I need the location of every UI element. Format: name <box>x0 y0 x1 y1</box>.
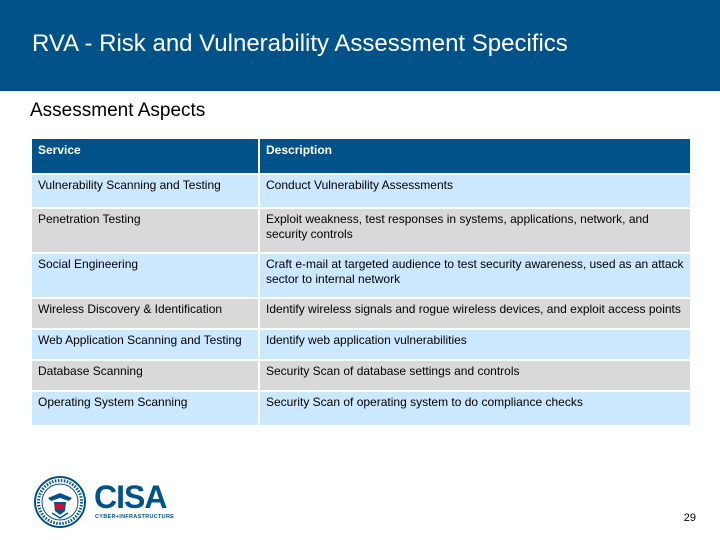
service-cell: Wireless Discovery & Identification <box>31 298 259 329</box>
description-cell: Security Scan of database settings and controls <box>259 360 691 391</box>
dhs-seal-icon <box>34 476 86 528</box>
cisa-wordmark: CISA <box>94 479 167 515</box>
description-cell: Identify wireless signals and rogue wireless devices, and exploit access points <box>259 298 691 329</box>
table-row <box>31 298 691 329</box>
service-cell: Database Scanning <box>31 360 259 391</box>
cisa-tagline: CYBER+INFRASTRUCTURE <box>95 514 175 520</box>
service-cell: Operating System Scanning <box>31 391 259 426</box>
description-cell: Exploit weakness, test responses in systems, applications, network, and security controls <box>259 208 691 253</box>
service-cell: Penetration Testing <box>31 208 259 253</box>
table-row <box>31 208 691 253</box>
table-row <box>31 174 691 208</box>
service-cell: Social Engineering <box>31 253 259 298</box>
table-row <box>31 253 691 298</box>
description-cell: Craft e-mail at targeted audience to test security awareness, used as an attack sector to internal network <box>259 253 691 298</box>
service-cell: Web Application Scanning and Testing <box>31 329 259 360</box>
description-cell: Security Scan of operating system to do compliance checks <box>259 391 691 426</box>
column-header-description: Description <box>259 138 691 174</box>
section-subtitle: Assessment Aspects <box>30 100 206 121</box>
page-number: 29 <box>683 512 696 524</box>
table-header-row <box>31 138 691 174</box>
service-cell: Vulnerability Scanning and Testing <box>31 174 259 208</box>
cisa-logo <box>34 476 174 526</box>
title-bar <box>0 0 720 91</box>
column-header-service: Service <box>31 138 259 174</box>
slide-title: RVA - Risk and Vulnerability Assessment Specifics <box>32 30 568 57</box>
description-cell: Identify web application vulnerabilities <box>259 329 691 360</box>
table-row <box>31 329 691 360</box>
assessment-aspects-table <box>30 137 692 427</box>
description-cell: Conduct Vulnerability Assessments <box>259 174 691 208</box>
table-row <box>31 360 691 391</box>
table-row <box>31 391 691 426</box>
